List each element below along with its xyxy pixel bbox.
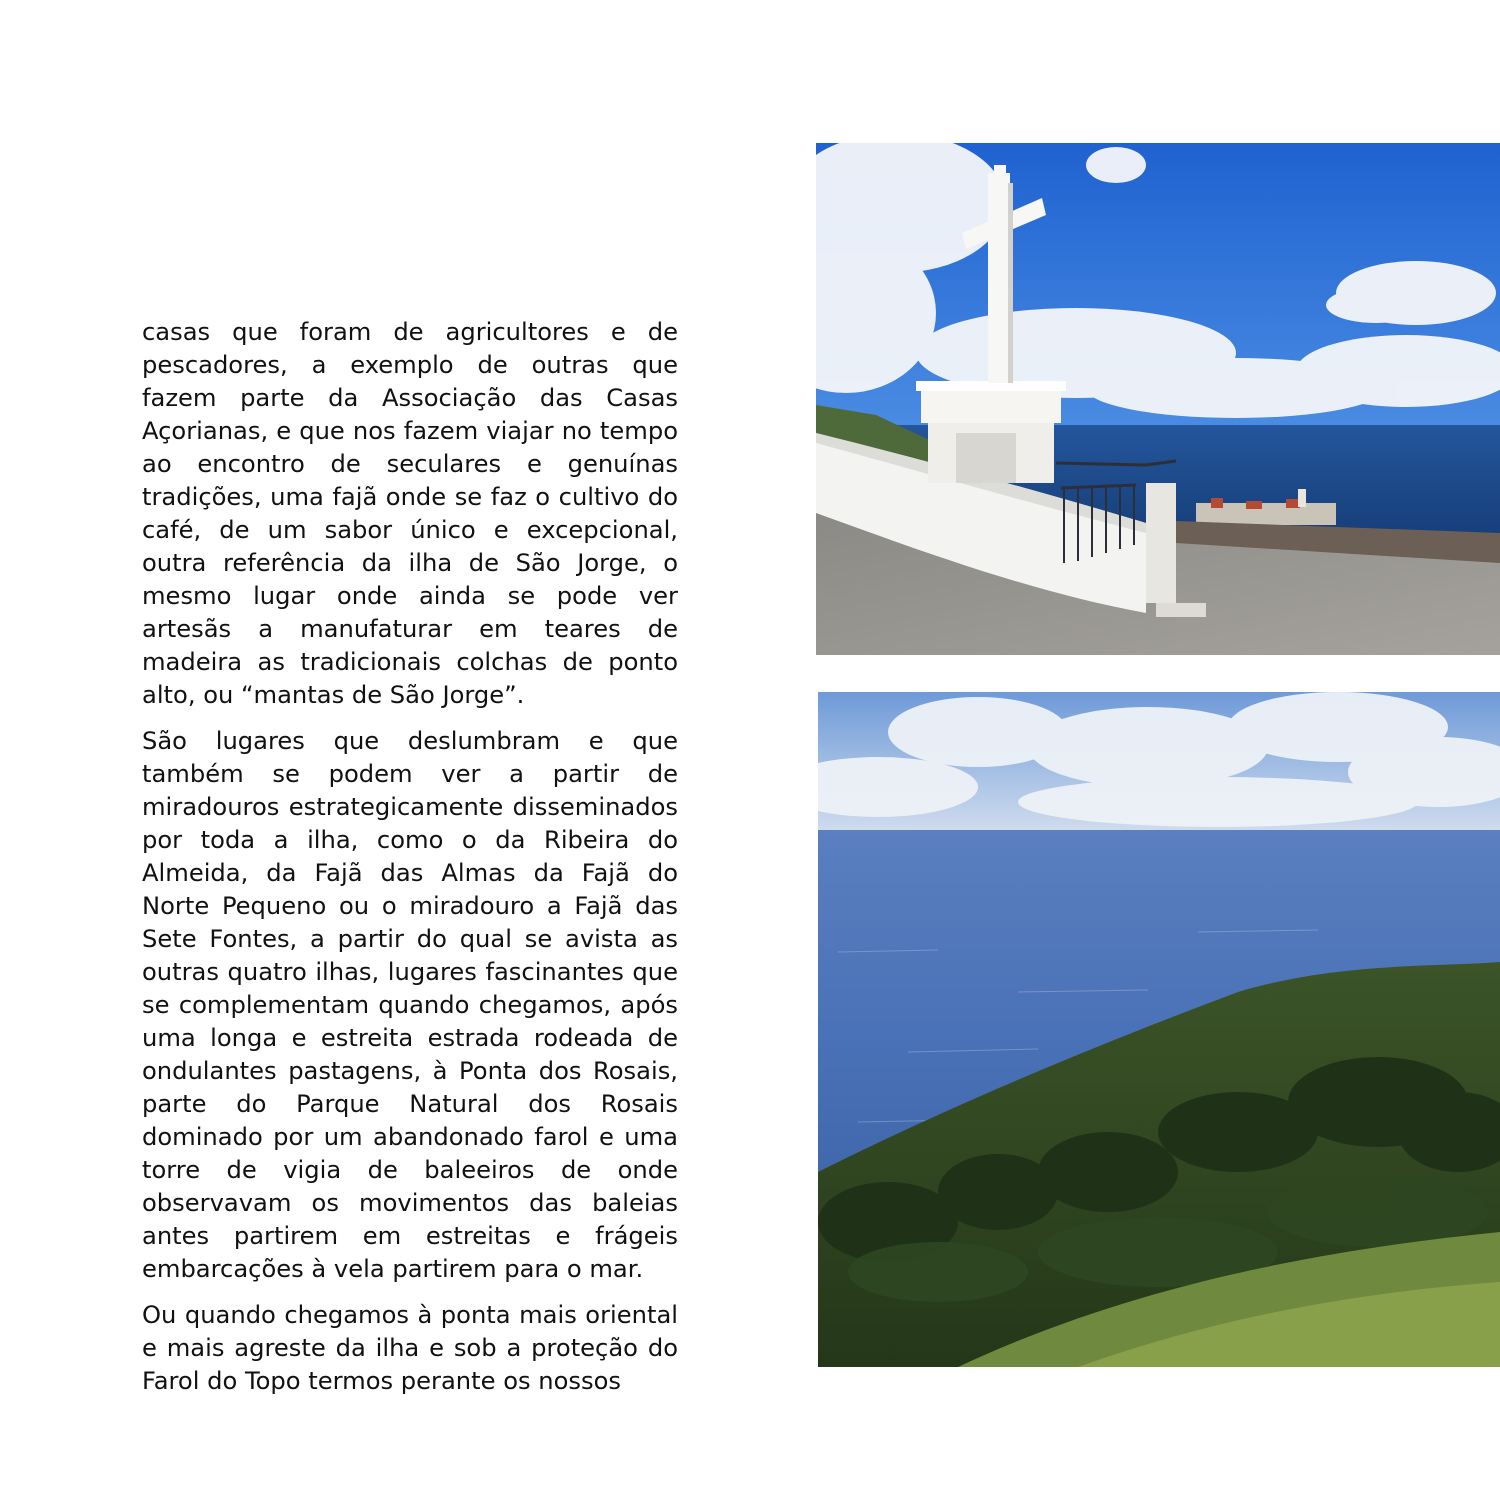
photo-cross-viewpoint [816, 143, 1500, 655]
cross-viewpoint-illustration [816, 143, 1500, 655]
paragraph-2: São lugares que deslumbram e que também se podem ver a partir de miradouros estrategicamente disseminados por toda a ilha, como o da Ribeira do Almeida, da Fajã das Almas da Fajã do Norte Pequeno ou o miradouro a Fajã das Sete Fontes, a partir do qual se avista as outras quatro ilhas, lugares fascinantes que se complementam quando chegamos, após uma longa e estreita estrada rodeada de ondulantes pastagens, à Ponta dos Rosais, parte do Parque Natural dos Rosais dominado por um abandonado farol e uma torre de vigia de baleeiros de onde observavam os movimentos das baleias antes partirem em estreitas e frágeis embarcações à vela partirem para o mar. [142, 727, 678, 1283]
paragraph-1: casas que foram de agricultores e de pescadores, a exemplo de outras que fazem parte da Associação das Casas Açorianas, e que nos fazem viajar no tempo ao encontro de seculares e genuínas tradições, uma fajã onde se faz o cultivo do café, de um sabor único e excepcional, outra referência da ilha de São Jorge, o mesmo lugar onde ainda se pode ver artesãs a manufaturar em teares de madeira as tradicionais colchas de ponto alto, ou “mantas de São Jorge”. [142, 318, 678, 709]
coast-landscape-illustration [818, 692, 1500, 1367]
photo-coast-landscape [818, 692, 1500, 1367]
paragraph-3: Ou quando chegamos à ponta mais oriental e mais agreste da ilha e sob a proteção do Farol do Topo termos perante os nossos [142, 1301, 678, 1395]
article-text-column [142, 316, 678, 1411]
